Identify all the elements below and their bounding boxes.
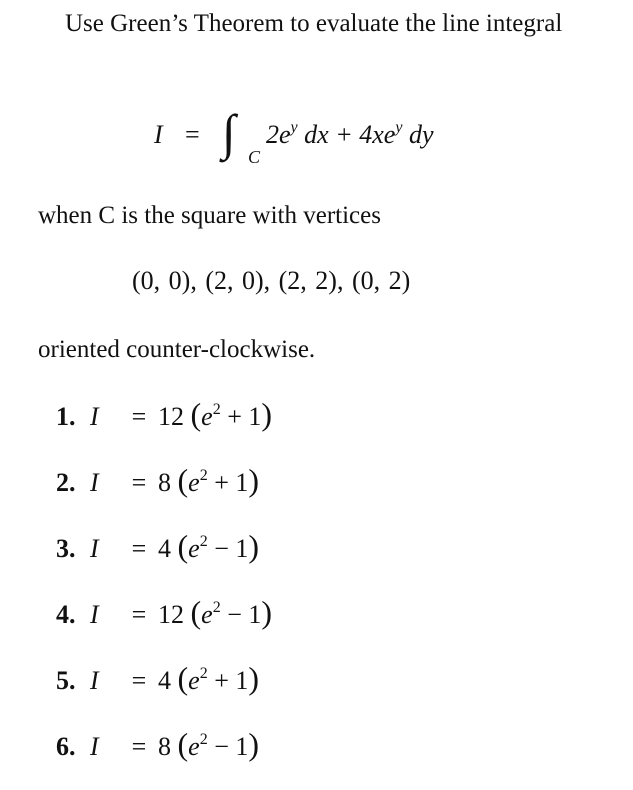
answer-number: 5. <box>56 666 76 695</box>
answer-equals: = <box>131 600 147 629</box>
orientation-text: oriented counter-clockwise. <box>38 336 316 363</box>
answer-constant: 1 <box>248 402 262 431</box>
answer-expression: 4 $(e^2 - 1)$ <box>158 528 260 564</box>
answer-choice-5[interactable] <box>56 658 476 724</box>
answer-expression: 12 $(e^2 - 1)$ <box>158 594 273 630</box>
answer-sign: + <box>227 402 242 431</box>
answer-expression: 8 $(e^2 + 1)$ <box>158 462 260 498</box>
integrand-part-3: dy <box>402 120 434 149</box>
answer-choice-6[interactable] <box>56 724 476 790</box>
answer-coefficient: 12 <box>158 600 184 629</box>
integrand-part-1: 2e <box>266 120 291 149</box>
orientation-paragraph <box>38 334 598 366</box>
answer-coefficient: 12 <box>158 402 184 431</box>
answer-choice-3[interactable] <box>56 526 476 592</box>
integral-subscript: C <box>248 147 261 167</box>
answer-expression: 4 $(e^2 + 1)$ <box>158 660 260 696</box>
answer-constant: 1 <box>235 534 249 563</box>
answer-variable: I <box>90 600 99 629</box>
intro-text: Use Green’s Theorem to evaluate the line integral <box>65 10 563 37</box>
answer-constant: 1 <box>235 732 249 761</box>
integrand <box>266 119 433 151</box>
answer-equals: = <box>131 732 147 761</box>
answer-sign: − <box>214 534 229 563</box>
integrand-part-2: dx + 4xe <box>297 120 396 149</box>
when-paragraph <box>38 200 598 232</box>
answer-variable: I <box>90 666 99 695</box>
answer-number: 3. <box>56 534 76 563</box>
answer-equals: = <box>131 468 147 497</box>
vertices-list <box>132 265 410 297</box>
integral-lhs: I <box>154 120 163 149</box>
intro-paragraph <box>38 8 598 40</box>
answer-choices <box>56 394 476 790</box>
answer-coefficient: 4 <box>158 666 171 695</box>
when-text: when C is the square with vertices <box>38 202 381 229</box>
answer-choice-4[interactable] <box>56 592 476 658</box>
answer-variable: I <box>90 534 99 563</box>
answer-choice-1[interactable] <box>56 394 476 460</box>
answer-variable: I <box>90 732 99 761</box>
answer-constant: 1 <box>235 666 249 695</box>
answer-number: 4. <box>56 600 76 629</box>
line-integral-display <box>150 103 510 173</box>
answer-constant: 1 <box>235 468 249 497</box>
answer-number: 6. <box>56 732 76 761</box>
vertices-text: (0, 0), (2, 0), (2, 2), (0, 2) <box>132 266 411 295</box>
integrand-exponent-2: y <box>395 119 403 136</box>
integral-equals: = <box>185 120 200 149</box>
answer-choice-2[interactable] <box>56 460 476 526</box>
integrand-exponent-1: y <box>290 119 298 136</box>
answer-constant: 1 <box>248 600 262 629</box>
answer-number: 2. <box>56 468 76 497</box>
answer-variable: I <box>90 468 99 497</box>
answer-number: 1. <box>56 402 76 431</box>
answer-sign: − <box>227 600 242 629</box>
answer-sign: + <box>214 468 229 497</box>
answer-equals: = <box>131 534 147 563</box>
answer-sign: − <box>214 732 229 761</box>
answer-equals: = <box>131 402 147 431</box>
answer-coefficient: 4 <box>158 534 171 563</box>
answer-expression: 8 $(e^2 - 1)$ <box>158 726 260 762</box>
integral-sign: ∫ <box>222 104 236 160</box>
answer-sign: + <box>214 666 229 695</box>
answer-coefficient: 8 <box>158 468 171 497</box>
answer-variable: I <box>90 402 99 431</box>
answer-equals: = <box>131 666 147 695</box>
answer-expression: 12 $(e^2 + 1)$ <box>158 396 273 432</box>
answer-coefficient: 8 <box>158 732 171 761</box>
